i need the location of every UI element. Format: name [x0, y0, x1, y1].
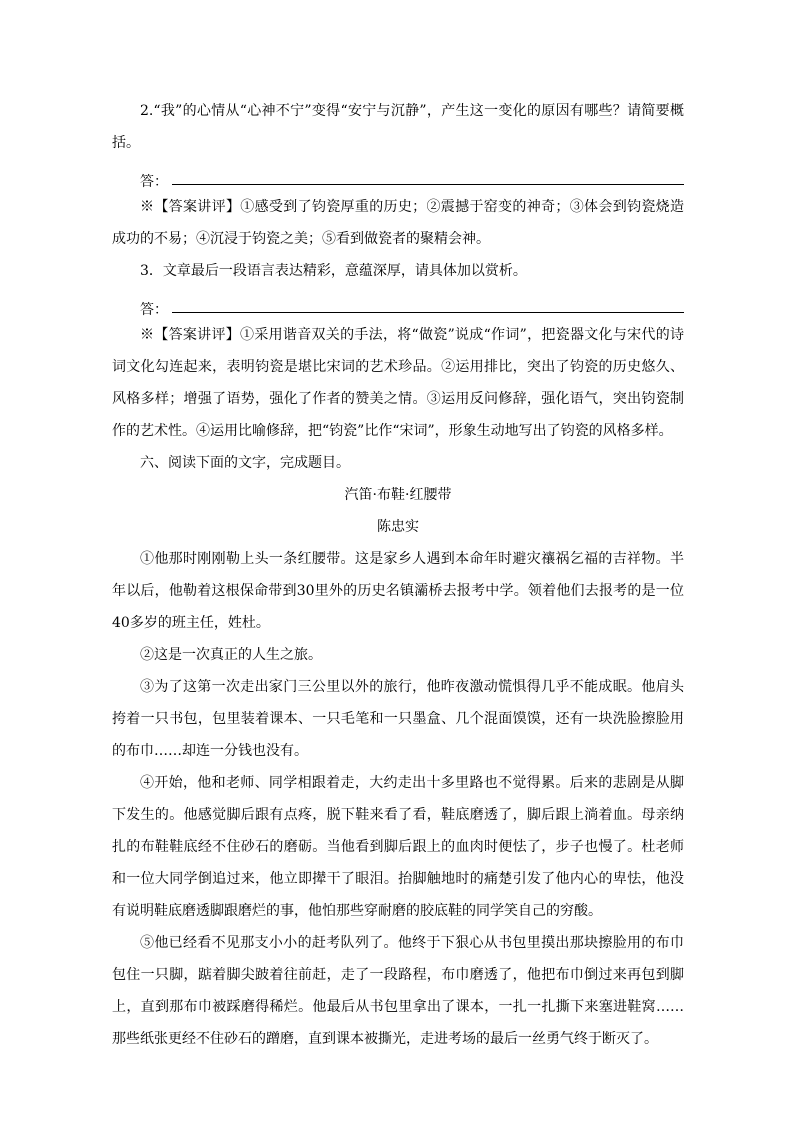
- question-3: 3．文章最后一段语言表达精彩，意蕴深厚，请具体加以赏析。: [140, 263, 527, 279]
- answer-explanation-q2: ※【答案讲评】①感受到了钧瓷厚重的历史；②震撼于窑变的神奇；③体会到钧瓷烧造成功的不易；④沉浸于钧瓷之美；⑤看到做瓷者的聚精会神。: [112, 199, 684, 247]
- answer-label: 答：: [140, 302, 168, 318]
- section-heading: 六、阅读下面的文字，完成题目。: [140, 455, 350, 471]
- document-page: [112, 95, 684, 1055]
- answer-blank[interactable]: [172, 162, 684, 185]
- article-paragraph-1: ①他那时刚刚勒上头一条红腰带。这是家乡人遇到本命年时避灾禳祸乞福的吉祥物。半年以后，他勒着这根保命带到30里外的历史名镇灞桥去报考中学。领着他们去报考的是一位40多岁的班主任，姓杜。: [112, 551, 684, 631]
- question-2: 2.“我”的心情从“心神不宁”变得“安宁与沉静”，产生这一变化的原因有哪些？请简要概括。: [112, 103, 684, 151]
- answer-line-q2[interactable]: [112, 159, 684, 191]
- article-paragraph-4: ④开始，他和老师、同学相跟着走，大约走出十多里路也不觉得累。后来的悲剧是从脚下发生的。他感觉脚后跟有点疼，脱下鞋来看了看，鞋底磨透了，脚后跟上淌着血。母亲纳扎的布鞋鞋底经不住砂石的磨砺。当他看到脚后跟上的血肉时便怯了，步子也慢了。杜老师和一位大同学倒追过来，他立即撵干了眼泪。抬脚触地时的痛楚引发了他内心的卑怯，他没有说明鞋底磨透脚跟磨烂的事，他怕那些穿耐磨的胶底鞋的同学笑自己的穷酸。: [112, 775, 684, 919]
- article-paragraph-3: ③为了这第一次走出家门三公里以外的旅行，他昨夜激动慌惧得几乎不能成眠。他肩头挎着一只书包，包里装着课本、一只毛笔和一只墨盒、几个混面馍馍，还有一块洗脸擦脸用的布巾……却连一分钱也没有。: [112, 679, 684, 759]
- answer-line-q3[interactable]: [112, 287, 684, 319]
- answer-label: 答：: [140, 174, 168, 190]
- article-paragraph-2: ②这是一次真正的人生之旅。: [140, 647, 322, 663]
- article-author: 陈忠实: [377, 519, 419, 535]
- article-title: 汽笛·布鞋·红腰带: [344, 487, 452, 503]
- answer-blank[interactable]: [172, 290, 684, 313]
- answer-explanation-q3: ※【答案讲评】①采用谐音双关的手法，将“做瓷”说成“作词”，把瓷器文化与宋代的诗词文化勾连起来，表明钧瓷是堪比宋词的艺术珍品。②运用排比，突出了钧瓷的历史悠久、风格多样；增强了语势，强化了作者的赞美之情。③运用反问修辞，强化语气，突出钧瓷制作的艺术性。④运用比喻修辞，把“钧瓷”比作“宋词”，形象生动地写出了钧瓷的风格多样。: [112, 327, 684, 439]
- article-paragraph-5: ⑤他已经看不见那支小小的赶考队列了。他终于下狠心从书包里摸出那块擦脸用的布巾包住一只脚，踮着脚尖跛着往前赶，走了一段路程，布巾磨透了，他把布巾倒过来再包到脚上，直到那布巾被踩磨得稀烂。他最后从书包里拿出了课本，一扎一扎撕下来塞进鞋窝……那些纸张更经不住砂石的蹭磨，直到课本被撕光，走进考场的最后一丝勇气终于断灭了。: [112, 935, 684, 1047]
